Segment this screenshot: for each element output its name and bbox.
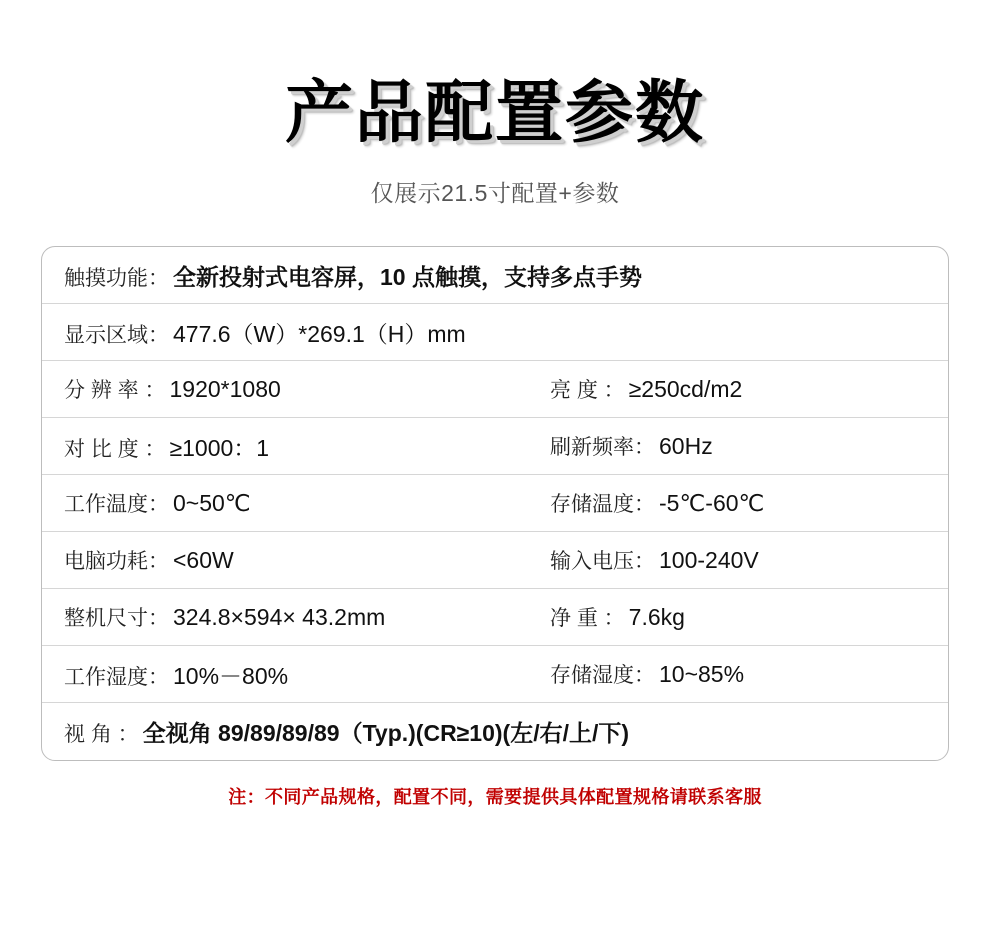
spec-value: 477.6（W）*269.1（H）mm [173, 320, 466, 347]
table-row [42, 646, 948, 703]
spec-value: 全视角 89/89/89/89（Typ.)(CR≥10)(左/右/上/下) [142, 720, 630, 747]
spec-label: 存储温度： [550, 493, 655, 517]
spec-cell-left [64, 259, 948, 292]
footer-note: 注：不同产品规格，配置不同，需要提供具体配置规格请联系客服 [228, 787, 762, 808]
spec-label: 对 比 度 ： [64, 437, 166, 461]
spec-cell-right [550, 545, 948, 575]
spec-label: 刷新频率： [550, 436, 655, 460]
spec-value: 10%－80% [173, 662, 289, 689]
page-subtitle: 仅展示21.5寸配置+参数 [370, 180, 620, 207]
spec-value: ≥1000：1 [169, 434, 270, 461]
table-row [42, 304, 948, 361]
spec-value: 7.6kg [628, 604, 685, 631]
table-row [42, 703, 948, 760]
spec-cell-right [550, 488, 948, 518]
spec-label: 输入电压： [550, 550, 655, 574]
table-row [42, 475, 948, 532]
spec-cell-right [550, 602, 948, 632]
spec-cell-left [64, 374, 550, 404]
spec-label: 整机尺寸： [64, 607, 169, 631]
table-row [42, 361, 948, 418]
spec-cell-left [64, 545, 550, 575]
spec-cell-left [64, 602, 550, 632]
table-row [42, 589, 948, 646]
spec-label: 存储湿度： [550, 664, 655, 688]
spec-label: 显示区域： [64, 323, 169, 347]
spec-cell-left [64, 715, 948, 748]
spec-label: 触摸功能： [64, 266, 169, 290]
spec-label: 工作温度： [64, 493, 169, 517]
page-header [0, 0, 990, 208]
spec-label: 净 重 ： [550, 607, 625, 631]
table-row [42, 247, 948, 304]
table-row [42, 532, 948, 589]
spec-cell-right [550, 374, 948, 404]
spec-label: 电脑功耗： [64, 550, 169, 574]
spec-label: 工作湿度： [64, 665, 169, 689]
table-row [42, 418, 948, 475]
spec-value: 10~85% [659, 661, 745, 688]
spec-value: <60W [173, 547, 234, 574]
spec-value: ≥250cd/m2 [628, 376, 743, 403]
spec-cell-left [64, 658, 550, 691]
spec-value: 60Hz [659, 433, 713, 460]
spec-value: 全新投射式电容屏，10 点触摸，支持多点手势 [173, 263, 642, 290]
spec-label: 视 角 ： [64, 723, 139, 747]
spec-table [41, 246, 949, 761]
spec-value: 100-240V [659, 547, 759, 574]
spec-value: 1920*1080 [169, 376, 281, 403]
spec-value: -5℃-60℃ [659, 490, 765, 517]
spec-cell-right [550, 659, 948, 689]
spec-label: 亮 度 ： [550, 379, 625, 403]
spec-label: 分 辨 率 ： [64, 379, 166, 403]
spec-cell-left [64, 430, 550, 463]
spec-cell-left [64, 488, 550, 518]
spec-cell-right [550, 431, 948, 461]
spec-value: 0~50℃ [173, 490, 251, 517]
spec-value: 324.8×594× 43.2mm [173, 604, 386, 631]
page-title: 产品配置参数 [284, 75, 705, 151]
spec-cell-left [64, 316, 948, 349]
